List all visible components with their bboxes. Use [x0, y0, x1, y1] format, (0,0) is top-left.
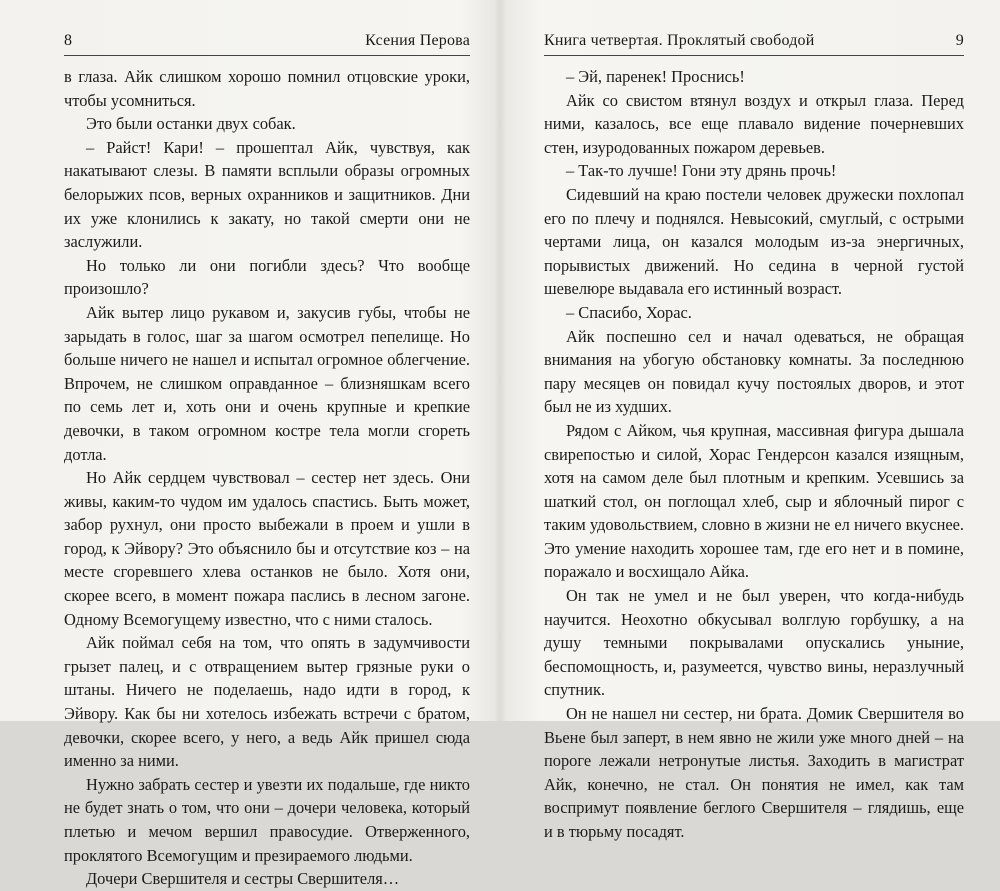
left-page-text [64, 65, 470, 891]
page-number: 9 [955, 32, 964, 49]
paragraph: Рядом с Айком, чья крупная, массивная фигура дышала свирепостью и силой, Хорас Гендерсон казался изящным, хотя на самом деле был плотным и крепким. Усевшись за шаткий стол, он поглощал хлеб, сыр и яблочный пирог с таким удовольствием, словно в жизни не ел ничего вкуснее. Это умение находить хорошее там, где его нет и в помине, поражало и восхищало Айка. [544, 420, 964, 582]
paragraph: Нужно забрать сестер и увезти их подальше, где никто не будет знать о том, что они – дочери человека, который плетью и мечом вершил правосудие. Отверженного, проклятого Всемогущим и презираемого людьми. [64, 774, 470, 865]
paragraph: Айк поймал себя на том, что опять в задумчивости грызет палец, и с отвращением вытер грязные руки о штаны. Ничего не поделаешь, надо идти в город, к Эйвору. Как бы ни хотелось избежать встречи с братом, девочки, скорее всего, у него, а ведь Айк пришел сюда именно за ними. [64, 633, 470, 771]
paragraph: Айк вытер лицо рукавом и, закусив губы, чтобы не зарыдать в голос, шаг за шагом осмотрел пепелище. Но больше ничего не нашел и испытал огромное облегчение. Впрочем, не слишком оправданное – близняшкам всего по семь лет и, хоть они и очень крупные и крепкие девочки, в таком огромном костре тела могли сгореть дотла. [64, 302, 470, 464]
paragraph: Дочери Свершителя и сестры Свершителя… [86, 869, 400, 889]
paragraph: Он не нашел ни сестер, ни брата. Домик Свершителя во Вьене был заперт, в нем явно не жили уже много дней – на пороге лежали нетронутые листья. Заходить в магистрат Айк, конечно, не стал. Он понятия не имел, как там воспримут появление беглого Свершителя – глядишь, еще и в тюрьму посадят. [544, 704, 964, 841]
paragraph: Сидевший на краю постели человек дружески похлопал его по плечу и поднялся. Невысокий, смуглый, с острыми чертами лица, он казался молодым из-за энергичных, порывистых движений. Но седина в черной густой шевелюре выдавала его истинный возраст. [544, 184, 964, 299]
paragraph: Айк поспешно сел и начал одеваться, не обращая внимания на убогую обстановку комнаты. За последнюю пару месяцев он повидал кучу постоялых дворов, и этот был не из худших. [544, 326, 964, 417]
paragraph: – Эй, паренек! Проснись! [566, 67, 745, 86]
paragraph: – Так-то лучше! Гони эту дрянь прочь! [566, 161, 837, 181]
paragraph: Он так не умел и не был уверен, что когда-нибудь научится. Неохотно обкусывал волглую горбушку, а на душу темными покрывалами опускались уныние, беспомощность, и, разумеется, чувство вины, неразлучный спутник. [544, 586, 964, 700]
paragraph: Но только ли они погибли здесь? Что вообще произошло? [64, 255, 470, 299]
paragraph: в глаза. Айк слишком хорошо помнил отцовские уроки, чтобы усомниться. [64, 67, 470, 110]
right-page-header [544, 28, 964, 56]
right-page-text [544, 65, 964, 844]
running-head-title: Книга четвертая. Проклятый свободой [544, 32, 815, 49]
paragraph: – Спасибо, Хорас. [566, 302, 692, 322]
running-head-author: Ксения Перова [365, 32, 470, 49]
left-page [0, 0, 500, 889]
paragraph: Айк со свистом втянул воздух и открыл глаза. Перед ними, казалось, все еще плавало видение почерневших стен, изуродованных пожаром деревьев. [544, 90, 964, 157]
left-page-header [64, 28, 470, 56]
paragraph: Но Айк сердцем чувствовал – сестер нет здесь. Они живы, каким-то чудом им удалось спастись. Быть может, забор рухнул, они просто выбежали в проем и ушли в город, к Эйвору? Это объяснило бы и отсутствие коз – на месте сгоревшего хлева останков не было. Хотя они, скорее всего, в момент пожара паслись в лесном загоне. Одному Всемогущему известно, что с ними сталось. [64, 468, 470, 629]
page-number: 8 [64, 32, 73, 49]
paragraph: Это были останки двух собак. [86, 114, 296, 134]
right-page [500, 0, 1000, 841]
paragraph: – Райст! Кари! – прошептал Айк, чувствуя, как накатывают слезы. В памяти всплыли образы огромных белорыжих псов, верных охранников и защитников. Дни их уже клонились к закату, но такой смерти они не заслужили. [64, 137, 470, 252]
